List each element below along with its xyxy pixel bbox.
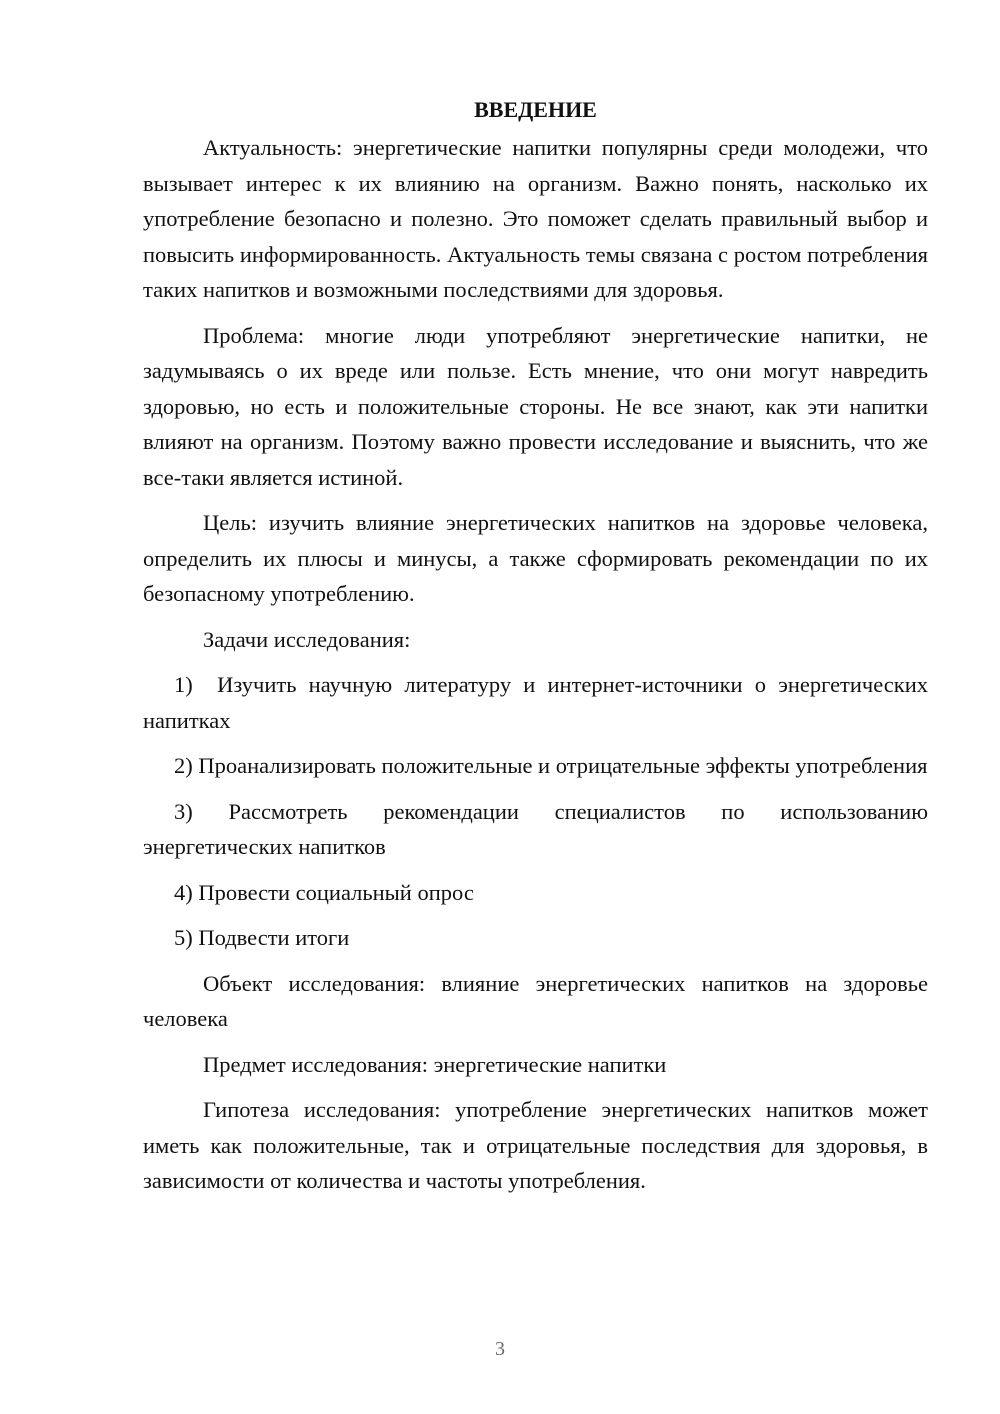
task-number: 4) bbox=[174, 879, 193, 905]
task-item-1 bbox=[143, 667, 928, 738]
task-text: Изучить научную литературу и интернет-источники о энергетических напитках bbox=[143, 672, 928, 733]
page-number: 3 bbox=[495, 1338, 505, 1360]
task-item-5 bbox=[143, 920, 928, 956]
task-item-4 bbox=[143, 875, 928, 911]
task-text: Подвести итоги bbox=[198, 925, 350, 950]
task-number: 1) bbox=[174, 672, 193, 697]
task-item-3 bbox=[143, 794, 928, 865]
task-item-2 bbox=[143, 748, 928, 784]
task-number: 2) bbox=[174, 753, 193, 778]
task-text: Рассмотреть рекомендации специалистов по использованию энергетических напитков bbox=[143, 798, 928, 859]
task-text: Провести социальный опрос bbox=[198, 879, 474, 905]
task-number: 5) bbox=[174, 925, 193, 950]
section-title: ВВЕДЕНИЕ bbox=[474, 97, 597, 122]
relevance-paragraph: Актуальность: энергетические напитки популярны среди молодежи, что вызывает интерес к их влиянию на организм. Важно понять, насколько их употребление безопасно и полезно. Это поможет сделать правильный выбор и повысить информированность. Актуальность темы связана с ростом потребления таких напитков и возможными последствиями для здоровья. bbox=[143, 135, 928, 302]
problem-paragraph: Проблема: многие люди употребляют энергетические напитки, не задумываясь о их вреде или пользе. Есть мнение, что они могут навредить здоровью, но есть и положительные стороны. Не все знают, как эти напитки влияют на организм. Поэтому важно провести исследование и выяснить, что же все-таки является истиной. bbox=[143, 322, 928, 490]
goal-paragraph: Цель: изучить влияние энергетических напитков на здоровье человека, определить их плюсы и минусы, а также сформировать рекомендации по их безопасному употреблению. bbox=[143, 510, 928, 606]
subject-paragraph: Предмет исследования: энергетические напитки bbox=[203, 1051, 667, 1077]
task-text: Проанализировать положительные и отрицательные эффекты употребления bbox=[198, 753, 928, 778]
object-paragraph: Объект исследования: влияние энергетических напитков на здоровье человека bbox=[143, 970, 928, 1031]
task-number: 3) bbox=[174, 798, 193, 824]
hypothesis-paragraph: Гипотеза исследования: употребление энергетических напитков может иметь как положительные, так и отрицательные последствия для здоровья, в зависимости от количества и частоты употребления. bbox=[143, 1097, 928, 1193]
page-content bbox=[143, 92, 928, 1209]
tasks-heading: Задачи исследования: bbox=[203, 626, 411, 652]
